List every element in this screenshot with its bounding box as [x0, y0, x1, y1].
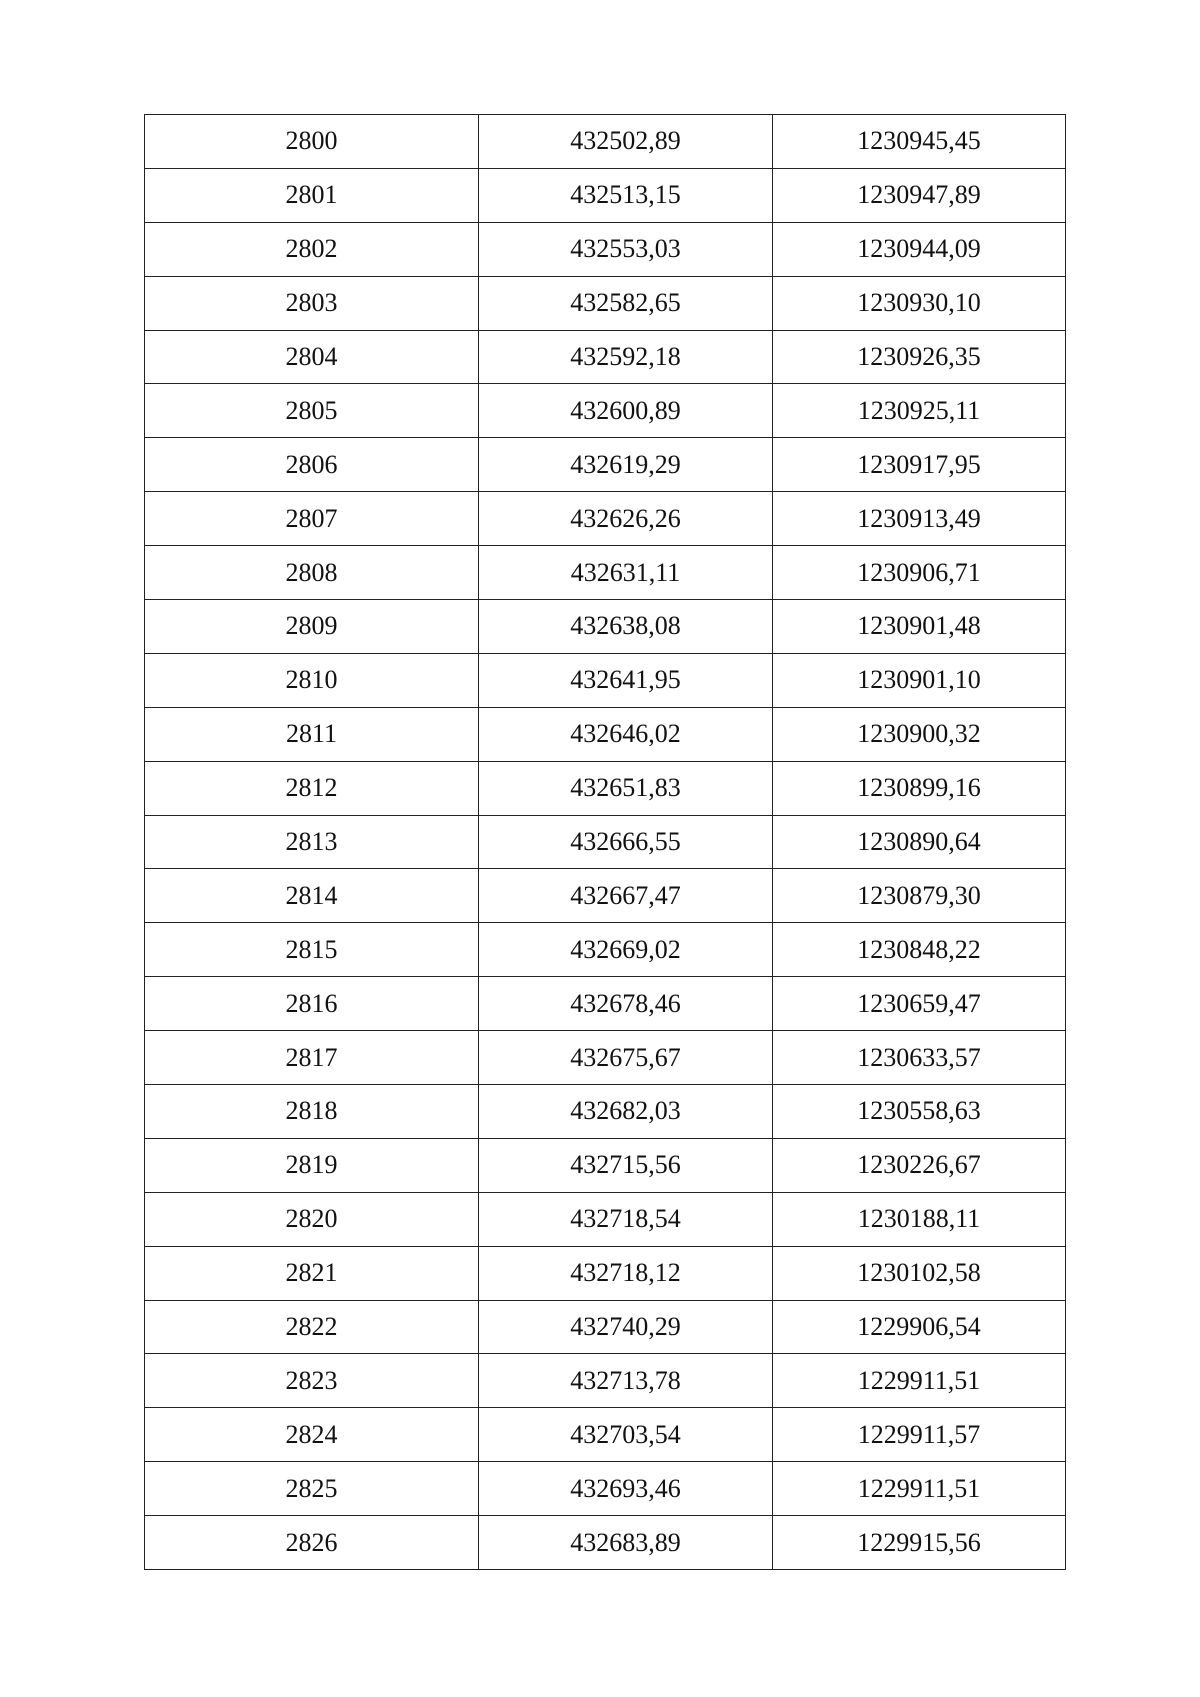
- point-number-cell: 2824: [145, 1408, 479, 1462]
- x-coordinate-cell: 432619,29: [479, 438, 773, 492]
- y-coordinate-cell: 1230947,89: [773, 168, 1066, 222]
- y-coordinate-cell: 1229911,51: [773, 1354, 1066, 1408]
- y-coordinate-cell: 1230890,64: [773, 815, 1066, 869]
- table-row: [145, 222, 1066, 276]
- table-row: [145, 330, 1066, 384]
- x-coordinate-cell: 432669,02: [479, 923, 773, 977]
- point-number-cell: 2826: [145, 1516, 479, 1570]
- table-row: [145, 815, 1066, 869]
- y-coordinate-cell: 1230226,67: [773, 1138, 1066, 1192]
- y-coordinate-cell: 1230925,11: [773, 384, 1066, 438]
- y-coordinate-cell: 1229906,54: [773, 1300, 1066, 1354]
- x-coordinate-cell: 432740,29: [479, 1300, 773, 1354]
- x-coordinate-cell: 432682,03: [479, 1085, 773, 1139]
- point-number-cell: 2811: [145, 707, 479, 761]
- point-number-cell: 2816: [145, 977, 479, 1031]
- x-coordinate-cell: 432592,18: [479, 330, 773, 384]
- x-coordinate-cell: 432667,47: [479, 869, 773, 923]
- coordinate-table: [144, 114, 1066, 1570]
- point-number-cell: 2803: [145, 276, 479, 330]
- x-coordinate-cell: 432553,03: [479, 222, 773, 276]
- x-coordinate-cell: 432502,89: [479, 115, 773, 169]
- point-number-cell: 2819: [145, 1138, 479, 1192]
- y-coordinate-cell: 1230659,47: [773, 977, 1066, 1031]
- y-coordinate-cell: 1230188,11: [773, 1192, 1066, 1246]
- x-coordinate-cell: 432678,46: [479, 977, 773, 1031]
- y-coordinate-cell: 1230917,95: [773, 438, 1066, 492]
- table-row: [145, 438, 1066, 492]
- y-coordinate-cell: 1230879,30: [773, 869, 1066, 923]
- y-coordinate-cell: 1230913,49: [773, 492, 1066, 546]
- table-row: [145, 115, 1066, 169]
- x-coordinate-cell: 432631,11: [479, 546, 773, 600]
- x-coordinate-cell: 432646,02: [479, 707, 773, 761]
- table-row: [145, 707, 1066, 761]
- x-coordinate-cell: 432626,26: [479, 492, 773, 546]
- point-number-cell: 2809: [145, 600, 479, 654]
- table-row: [145, 653, 1066, 707]
- y-coordinate-cell: 1230901,48: [773, 600, 1066, 654]
- point-number-cell: 2806: [145, 438, 479, 492]
- y-coordinate-cell: 1229911,51: [773, 1462, 1066, 1516]
- x-coordinate-cell: 432641,95: [479, 653, 773, 707]
- point-number-cell: 2821: [145, 1246, 479, 1300]
- x-coordinate-cell: 432638,08: [479, 600, 773, 654]
- table-row: [145, 1354, 1066, 1408]
- table-row: [145, 1462, 1066, 1516]
- point-number-cell: 2805: [145, 384, 479, 438]
- point-number-cell: 2810: [145, 653, 479, 707]
- y-coordinate-cell: 1230558,63: [773, 1085, 1066, 1139]
- y-coordinate-cell: 1230930,10: [773, 276, 1066, 330]
- y-coordinate-cell: 1230848,22: [773, 923, 1066, 977]
- table-row: [145, 546, 1066, 600]
- table-row: [145, 276, 1066, 330]
- x-coordinate-cell: 432683,89: [479, 1516, 773, 1570]
- x-coordinate-cell: 432675,67: [479, 1031, 773, 1085]
- point-number-cell: 2817: [145, 1031, 479, 1085]
- y-coordinate-cell: 1229915,56: [773, 1516, 1066, 1570]
- x-coordinate-cell: 432651,83: [479, 761, 773, 815]
- x-coordinate-cell: 432715,56: [479, 1138, 773, 1192]
- point-number-cell: 2808: [145, 546, 479, 600]
- y-coordinate-cell: 1230944,09: [773, 222, 1066, 276]
- y-coordinate-cell: 1230102,58: [773, 1246, 1066, 1300]
- table-row: [145, 384, 1066, 438]
- table-row: [145, 761, 1066, 815]
- x-coordinate-cell: 432703,54: [479, 1408, 773, 1462]
- x-coordinate-cell: 432666,55: [479, 815, 773, 869]
- x-coordinate-cell: 432582,65: [479, 276, 773, 330]
- x-coordinate-cell: 432600,89: [479, 384, 773, 438]
- y-coordinate-cell: 1230899,16: [773, 761, 1066, 815]
- point-number-cell: 2815: [145, 923, 479, 977]
- point-number-cell: 2802: [145, 222, 479, 276]
- table-row: [145, 923, 1066, 977]
- x-coordinate-cell: 432718,54: [479, 1192, 773, 1246]
- point-number-cell: 2804: [145, 330, 479, 384]
- x-coordinate-cell: 432513,15: [479, 168, 773, 222]
- table-row: [145, 1138, 1066, 1192]
- point-number-cell: 2800: [145, 115, 479, 169]
- point-number-cell: 2823: [145, 1354, 479, 1408]
- y-coordinate-cell: 1230633,57: [773, 1031, 1066, 1085]
- point-number-cell: 2807: [145, 492, 479, 546]
- table-row: [145, 492, 1066, 546]
- table-row: [145, 1516, 1066, 1570]
- point-number-cell: 2814: [145, 869, 479, 923]
- table-row: [145, 869, 1066, 923]
- y-coordinate-cell: 1230945,45: [773, 115, 1066, 169]
- point-number-cell: 2820: [145, 1192, 479, 1246]
- table-row: [145, 168, 1066, 222]
- table-row: [145, 1300, 1066, 1354]
- table-row: [145, 977, 1066, 1031]
- point-number-cell: 2825: [145, 1462, 479, 1516]
- x-coordinate-cell: 432713,78: [479, 1354, 773, 1408]
- point-number-cell: 2818: [145, 1085, 479, 1139]
- point-number-cell: 2801: [145, 168, 479, 222]
- point-number-cell: 2822: [145, 1300, 479, 1354]
- table-row: [145, 1085, 1066, 1139]
- y-coordinate-cell: 1230901,10: [773, 653, 1066, 707]
- table-row: [145, 1408, 1066, 1462]
- point-number-cell: 2813: [145, 815, 479, 869]
- table-row: [145, 1031, 1066, 1085]
- point-number-cell: 2812: [145, 761, 479, 815]
- y-coordinate-cell: 1230906,71: [773, 546, 1066, 600]
- y-coordinate-cell: 1229911,57: [773, 1408, 1066, 1462]
- y-coordinate-cell: 1230926,35: [773, 330, 1066, 384]
- x-coordinate-cell: 432693,46: [479, 1462, 773, 1516]
- coordinate-table-body: [145, 115, 1066, 1570]
- table-row: [145, 1246, 1066, 1300]
- table-row: [145, 600, 1066, 654]
- y-coordinate-cell: 1230900,32: [773, 707, 1066, 761]
- table-row: [145, 1192, 1066, 1246]
- x-coordinate-cell: 432718,12: [479, 1246, 773, 1300]
